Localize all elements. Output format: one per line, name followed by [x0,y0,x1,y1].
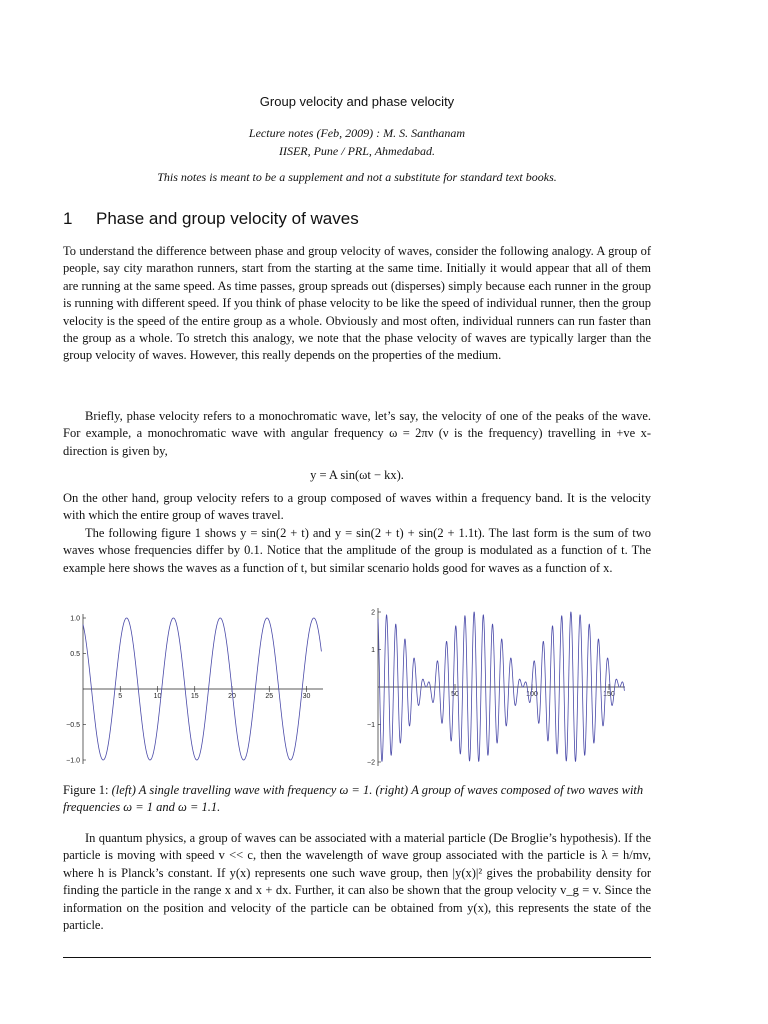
footnote-rule [63,957,651,958]
byline-line1: Lecture notes (Feb, 2009) : M. S. Santhanam [248,126,466,140]
document-title: Group velocity and phase velocity [259,94,455,109]
paragraph-2: Briefly, phase velocity refers to a monochromatic wave, let’s say, the velocity of one of the peaks of the wave. For example, a monochromatic wave with angular frequency ω = 2πν (ν is the frequency) travelling in +ve x-direction is given by, [63,409,651,458]
caption-text: (left) A single travelling wave with frequency ω = 1. (right) A group of waves composed of two waves with frequencies ω = 1 and ω = 1.1. [63,783,644,815]
x-tick-label: 10 [153,693,162,700]
x-tick-label: 30 [302,693,311,700]
x-tick-label: 100 [526,691,538,698]
caption-label: Figure 1: [63,783,109,797]
section-number: 1 [63,209,73,228]
figure-caption [63,782,651,817]
y-tick-label: −2 [367,759,375,766]
byline [63,124,651,160]
wave-group-chart [363,604,625,766]
section-title: Phase and group velocity of waves [96,209,359,228]
paragraph-5: In quantum physics, a group of waves can be associated with a material particle (De Broglie’s hypothesis). If the particle is moving with speed v << c, then the wavelength of wave group associated with the particle is λ = h/mv, where h is Planck’s constant. If y(x) represents one such wave group, then |y(x)|² gives the probability density for finding the particle in the range x and x + dx. Further, it can also be shown that the group velocity v_g = v. Since the information on the position and velocity of the particle can be obtained from y(x), this represents the state of the particle. [63,831,651,933]
single-wave-chart [63,606,323,768]
x-tick-label: 5 [118,693,123,700]
equation: y = A sin(ωt − kx). [310,468,404,482]
paragraph-3: On the other hand, group velocity refers to a group composed of waves within a frequency band. It is the velocity with which the entire group of waves travel. [63,491,651,523]
section-heading [63,209,359,229]
y-tick-label: 1.0 [70,615,80,623]
x-tick-label: 15 [190,693,199,700]
y-tick-label: −1.0 [66,757,80,765]
byline-line2: IISER, Pune / PRL, Ahmedabad. [278,144,436,158]
y-tick-label: −0.5 [66,722,80,729]
x-tick-label: 25 [265,693,274,700]
paragraph-1: To understand the difference between phase and group velocity of waves, consider the following analogy. A group of people, say city marathon runners, start from the starting at the same time. Initially it would appear that all of them are running at the same speed. As time passes, group spreads out (disperses) simply because each runner in the group is running with different speed. If you think of phase velocity to be like the speed of individual runner, then the group velocity is the speed of the entire group as a whole. Obviously and most often, individual runners can run faster than the group as a whole. To stretch this analogy, we note that the phase velocity of waves are typically larger than the group velocity of waves. However, this really depends on the properties of the medium. [63,244,651,363]
y-tick-label: −1 [367,722,375,729]
disclaimer-note: This notes is meant to be a supplement and not a substitute for standard text books. [157,170,557,184]
y-tick-label: 0.5 [70,651,80,658]
x-tick-label: 20 [228,693,236,700]
y-tick-label: 2 [371,609,375,617]
x-tick-label: 50 [451,691,459,698]
y-tick-label: 1 [371,647,375,654]
x-tick-label: 150 [603,691,615,698]
paragraph-4: The following figure 1 shows y = sin(2 + t) and y = sin(2 + t) + sin(2 + 1.1t). The last form is the sum of two waves whose frequencies differ by 0.1. Notice that the amplitude of the group is modulated as a function of t. The example here shows the waves as a function of t, but similar scenario holds good for waves as a function of x. [63,526,651,575]
